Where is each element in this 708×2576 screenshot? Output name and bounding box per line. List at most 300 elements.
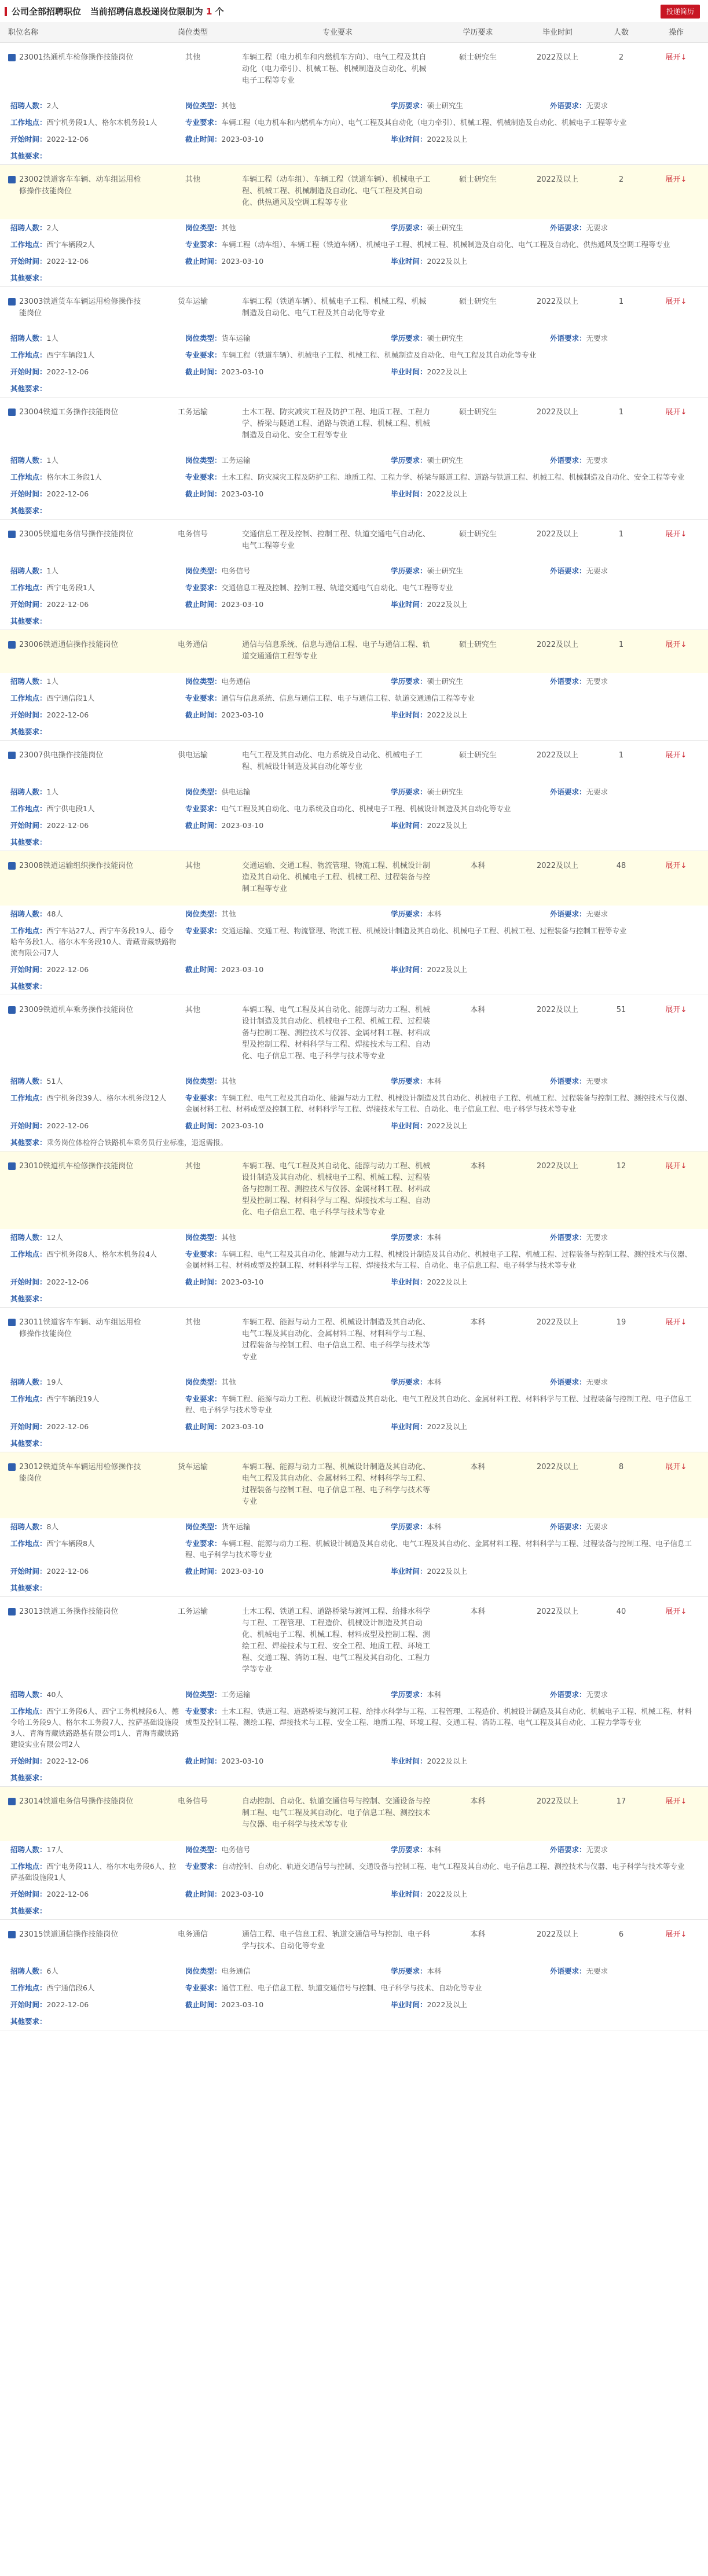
expand-link[interactable]: 展开↓ [665, 1006, 687, 1014]
start-label: 开始时间： [10, 711, 47, 719]
job-major: 交通信息工程及控制、控制工程、轨道交通电气自动化、电气工程等专业 [242, 530, 431, 550]
end-label: 截止时间： [185, 711, 222, 719]
start-value: 2022-12-06 [46, 1278, 89, 1286]
table-header [0, 23, 708, 43]
job-details [0, 452, 708, 519]
major-label: 专业要求： [185, 1094, 222, 1102]
job-education: 本科 [470, 1162, 486, 1171]
end-value: 2023-03-10 [221, 1890, 264, 1898]
job-details [0, 1073, 708, 1151]
start-label: 开始时间： [10, 1757, 47, 1765]
language-label: 外语要求： [550, 1233, 586, 1242]
major-label: 专业要求： [185, 926, 222, 935]
job-count: 17 [616, 1797, 626, 1806]
job-major: 通信工程、电子信息工程、轨道交通信号与控制、电子科学与技术、自动化等专业 [242, 1930, 431, 1951]
education-value: 本科 [427, 1967, 442, 1975]
language-value: 无要求 [586, 910, 608, 918]
end-value: 2023-03-10 [221, 367, 264, 376]
start-value: 2022-12-06 [46, 1567, 89, 1576]
job-education: 本科 [470, 1006, 486, 1014]
job-type: 货车运输 [177, 297, 208, 306]
page-title [12, 6, 224, 17]
language-label: 外语要求： [550, 456, 586, 465]
job-checkbox[interactable] [8, 1931, 16, 1938]
work-place-value: 西宁车辆段19人 [46, 1394, 100, 1403]
grad-value: 2022及以上 [427, 135, 467, 143]
col-header-graduation: 毕业时间 [542, 28, 573, 37]
end-value: 2023-03-10 [221, 1278, 264, 1286]
education-value: 本科 [427, 1845, 442, 1854]
expand-link[interactable]: 展开↓ [665, 862, 687, 870]
work-place-value: 西宁通信段1人 [46, 694, 95, 702]
other-label: 其他要求： [10, 838, 47, 847]
job-education: 本科 [470, 1607, 486, 1616]
job-count: 1 [618, 641, 624, 649]
job-education: 本科 [470, 1797, 486, 1806]
work-place-value: 西宁车辆段1人 [46, 351, 95, 359]
job-name: 23008铁道运输组织操作技能岗位 [19, 862, 134, 870]
job-summary [0, 995, 708, 1073]
post-type-label: 岗位类型： [185, 456, 222, 465]
post-type-label: 岗位类型： [185, 223, 222, 232]
grad-value: 2022及以上 [427, 711, 467, 719]
job-graduation: 2022及以上 [536, 1930, 579, 1939]
major-value: 车辆工程（铁道车辆）、机械电子工程、机械工程、机械制造及自动化、电气工程及其自动化等专业 [221, 351, 537, 359]
education-value: 硕士研究生 [427, 334, 464, 343]
post-type-label: 岗位类型： [185, 910, 222, 918]
end-label: 截止时间： [185, 135, 222, 143]
job-row [0, 1597, 708, 1787]
expand-link[interactable]: 展开↓ [665, 1930, 687, 1939]
post-type-value: 其他 [221, 910, 236, 918]
title-suffix: 个 [215, 6, 224, 17]
major-value: 车辆工程、能源与动力工程、机械设计制造及其自动化、电气工程及其自动化、金属材料工程、材料科学与工程、过程装备与控制工程、电子信息工程、电子科学与技术等专业 [185, 1539, 692, 1559]
job-count: 2 [618, 53, 624, 62]
job-summary [0, 1308, 708, 1374]
end-value: 2023-03-10 [221, 711, 264, 719]
page-header [0, 0, 708, 23]
post-type-value: 其他 [221, 1233, 236, 1242]
expand-link[interactable]: 展开↓ [665, 53, 687, 62]
job-row [0, 741, 708, 851]
job-type: 工务运输 [177, 408, 208, 417]
job-details [0, 562, 708, 630]
major-value: 通信工程、电子信息工程、轨道交通信号与控制、电子科学与技术、自动化等专业 [221, 1983, 482, 1992]
job-graduation: 2022及以上 [536, 1797, 579, 1806]
job-checkbox[interactable] [8, 409, 16, 416]
work-place-label: 工作地点： [10, 351, 47, 359]
recruit-value: 40人 [46, 1690, 63, 1699]
col-header-education: 学历要求 [463, 28, 493, 37]
col-header-type: 岗位类型 [177, 28, 208, 37]
recruit-label: 招聘人数： [10, 334, 47, 343]
end-label: 截止时间： [185, 1422, 222, 1431]
job-checkbox[interactable] [8, 862, 16, 870]
job-details [0, 906, 708, 995]
title-mid: 当前招聘信息投递岗位限制为 [90, 6, 203, 17]
language-label: 外语要求： [550, 787, 586, 796]
job-checkbox[interactable] [8, 1798, 16, 1805]
major-label: 专业要求： [185, 1250, 222, 1258]
expand-link[interactable]: 展开↓ [665, 1607, 687, 1616]
job-type: 工务运输 [177, 1607, 208, 1616]
job-type: 其他 [185, 862, 200, 870]
grad-label: 毕业时间： [391, 2000, 427, 2009]
recruit-label: 招聘人数： [10, 1233, 47, 1242]
start-label: 开始时间： [10, 600, 47, 609]
start-label: 开始时间： [10, 1278, 47, 1286]
expand-link[interactable]: 展开↓ [665, 1162, 687, 1171]
start-value: 2022-12-06 [46, 1890, 89, 1898]
post-type-value: 电务信号 [221, 566, 251, 575]
education-label: 学历要求： [391, 101, 427, 110]
job-graduation: 2022及以上 [536, 530, 579, 539]
major-value: 交通信息工程及控制、控制工程、轨道交通电气自动化、电气工程等专业 [221, 583, 453, 592]
education-label: 学历要求： [391, 456, 427, 465]
job-graduation: 2022及以上 [536, 408, 579, 417]
education-value: 本科 [427, 1522, 442, 1531]
education-value: 本科 [427, 910, 442, 918]
work-place-value: 西宁机务段1人、格尔木机务段1人 [46, 118, 157, 127]
language-label: 外语要求： [550, 910, 586, 918]
grad-label: 毕业时间： [391, 821, 427, 830]
language-value: 无要求 [586, 1845, 608, 1854]
end-value: 2023-03-10 [221, 1757, 264, 1765]
recruit-label: 招聘人数： [10, 1690, 47, 1699]
post-type-label: 岗位类型： [185, 1077, 222, 1085]
job-row [0, 1920, 708, 2030]
job-checkbox[interactable] [8, 752, 16, 759]
job-name: 23009铁道机车乘务操作技能岗位 [19, 1006, 134, 1014]
start-label: 开始时间： [10, 965, 47, 974]
recruit-value: 1人 [46, 456, 58, 465]
end-label: 截止时间： [185, 965, 222, 974]
language-value: 无要求 [586, 787, 608, 796]
submit-resume-button[interactable]: 投递简历 [661, 5, 700, 19]
grad-label: 毕业时间： [391, 490, 427, 498]
job-count: 8 [618, 1463, 624, 1471]
start-value: 2022-12-06 [46, 821, 89, 830]
job-major: 车辆工程、能源与动力工程、机械设计制造及其自动化、电气工程及其自动化、金属材料工程、材料科学与工程、过程装备与控制工程、电子信息工程、电子科学与技术等专业 [242, 1463, 431, 1506]
education-label: 学历要求： [391, 1845, 427, 1854]
job-education: 本科 [470, 1463, 486, 1471]
major-value: 车辆工程（电力机车和内燃机车方向）、电气工程及其自动化（电力牵引）、机械工程、机械制造及自动化、机械电子工程等专业 [221, 118, 627, 127]
job-row [0, 398, 708, 520]
job-row [0, 520, 708, 630]
language-label: 外语要求： [550, 1845, 586, 1854]
grad-value: 2022及以上 [427, 2000, 467, 2009]
major-label: 专业要求： [185, 694, 222, 702]
recruit-value: 2人 [46, 101, 58, 110]
start-label: 开始时间： [10, 1121, 47, 1130]
job-education: 硕士研究生 [458, 297, 497, 306]
start-label: 开始时间： [10, 1567, 47, 1576]
post-type-value: 电务信号 [221, 1845, 251, 1854]
job-major: 土木工程、铁道工程、道路桥梁与渡河工程、给排水科学与工程、工程管理、工程造价、机械设计制造及其自动化、机械电子工程、机械工程、材料成型及控制工程、测绘工程、焊接技术与工程、安全工程、地质工程、环境工程、交通工程、消防工程、电气工程及其自动化、工程力学等专业 [242, 1607, 431, 1674]
education-value: 硕士研究生 [427, 566, 464, 575]
work-place-label: 工作地点： [10, 1707, 47, 1716]
job-checkbox[interactable] [8, 1319, 16, 1326]
start-value: 2022-12-06 [46, 490, 89, 498]
education-value: 本科 [427, 1233, 442, 1242]
work-place-value: 西宁供电段1人 [46, 804, 95, 813]
major-label: 专业要求： [185, 804, 222, 813]
job-checkbox[interactable] [8, 54, 16, 61]
education-label: 学历要求： [391, 1378, 427, 1386]
post-type-label: 岗位类型： [185, 1378, 222, 1386]
language-label: 外语要求： [550, 223, 586, 232]
job-graduation: 2022及以上 [536, 641, 579, 649]
job-type: 其他 [185, 1162, 200, 1171]
job-checkbox[interactable] [8, 1608, 16, 1615]
job-graduation: 2022及以上 [536, 862, 579, 870]
language-label: 外语要求： [550, 677, 586, 686]
grad-value: 2022及以上 [427, 1422, 467, 1431]
recruit-label: 招聘人数： [10, 1378, 47, 1386]
job-checkbox[interactable] [8, 531, 16, 538]
grad-value: 2022及以上 [427, 257, 467, 266]
job-education: 本科 [470, 1318, 486, 1327]
end-label: 截止时间： [185, 367, 222, 376]
job-major: 自动控制、自动化、轨道交通信号与控制、交通设备与控制工程、电气工程及其自动化、电子信息工程、测控技术与仪器、电子科学与技术等专业 [242, 1797, 431, 1829]
post-type-label: 岗位类型： [185, 334, 222, 343]
major-label: 专业要求： [185, 473, 222, 481]
grad-label: 毕业时间： [391, 600, 427, 609]
work-place-value: 格尔木工务段1人 [46, 473, 102, 481]
end-value: 2023-03-10 [221, 1567, 264, 1576]
job-major: 通信与信息系统、信息与通信工程、电子与通信工程、轨道交通通信工程等专业 [242, 641, 431, 661]
end-label: 截止时间： [185, 1567, 222, 1576]
education-label: 学历要求： [391, 910, 427, 918]
job-type: 电务通信 [177, 1930, 208, 1939]
job-major: 车辆工程（动车组）、车辆工程（铁道车辆）、机械电子工程、机械工程、机械制造及自动化、电气工程及其自动化、供热通风及空调工程等专业 [242, 175, 431, 207]
job-graduation: 2022及以上 [536, 53, 579, 62]
start-value: 2022-12-06 [46, 257, 89, 266]
post-type-label: 岗位类型： [185, 1967, 222, 1975]
job-list [0, 43, 708, 2030]
post-type-value: 工务运输 [221, 1690, 251, 1699]
grad-label: 毕业时间： [391, 1890, 427, 1898]
expand-link[interactable]: 展开↓ [665, 297, 687, 306]
major-value: 电气工程及其自动化、电力系统及自动化、机械电子工程、机械设计制造及其自动化等专业 [221, 804, 511, 813]
recruit-value: 48人 [46, 910, 63, 918]
job-details [0, 1963, 708, 2030]
other-label: 其他要求： [10, 274, 47, 282]
recruit-label: 招聘人数： [10, 1077, 47, 1085]
language-value: 无要求 [586, 1233, 608, 1242]
language-value: 无要求 [586, 1690, 608, 1699]
work-place-value: 西宁车站27人、西宁车务段19人、德令哈车务段1人、格尔木车务段10人、青藏青藏铁路物流有限公司7人 [10, 926, 177, 957]
job-count: 1 [618, 751, 624, 760]
job-name: 23006铁道通信操作技能岗位 [19, 641, 119, 649]
start-value: 2022-12-06 [46, 367, 89, 376]
other-label: 其他要求： [10, 1773, 47, 1782]
job-checkbox[interactable] [8, 1162, 16, 1170]
start-label: 开始时间： [10, 135, 47, 143]
end-value: 2023-03-10 [221, 257, 264, 266]
major-value: 车辆工程、能源与动力工程、机械设计制造及其自动化、电气工程及其自动化、金属材料工程、材料科学与工程、过程装备与控制工程、电子信息工程、电子科学与技术等专业 [185, 1394, 692, 1414]
start-value: 2022-12-06 [46, 711, 89, 719]
job-name: 23012铁道货车车辆运用检修操作技能岗位 [19, 1463, 141, 1483]
expand-link[interactable]: 展开↓ [665, 641, 687, 649]
job-checkbox[interactable] [8, 641, 16, 649]
end-value: 2023-03-10 [221, 965, 264, 974]
grad-value: 2022及以上 [427, 1567, 467, 1576]
major-value: 车辆工程（动车组）、车辆工程（铁道车辆）、机械电子工程、机械工程、机械制造及自动化、电气工程及自动化、供热通风及空调工程等专业 [221, 240, 670, 249]
education-label: 学历要求： [391, 566, 427, 575]
job-row [0, 287, 708, 398]
other-label: 其他要求： [10, 1907, 47, 1915]
recruit-label: 招聘人数： [10, 910, 47, 918]
job-name: 23004铁道工务操作技能岗位 [19, 408, 119, 417]
job-details [0, 673, 708, 740]
job-checkbox[interactable] [8, 298, 16, 306]
work-place-label: 工作地点： [10, 1983, 47, 1992]
job-summary [0, 1787, 708, 1841]
job-name: 23005铁道电务信号操作技能岗位 [19, 530, 134, 539]
expand-link[interactable]: 展开↓ [665, 1463, 687, 1471]
major-value: 车辆工程、电气工程及其自动化、能源与动力工程、机械设计制造及其自动化、机械电子工程、机械工程、过程装备与控制工程、测控技术与仪器、金属材料工程、材料成型及控制工程、材料科学与工程、焊接技术与工程、自动化、电子信息工程、电子科学与技术等专业 [185, 1250, 692, 1269]
grad-value: 2022及以上 [427, 1890, 467, 1898]
start-value: 2022-12-06 [46, 1757, 89, 1765]
grad-label: 毕业时间： [391, 965, 427, 974]
job-row [0, 1151, 708, 1308]
start-value: 2022-12-06 [46, 135, 89, 143]
job-checkbox[interactable] [8, 1006, 16, 1014]
education-value: 本科 [427, 1077, 442, 1085]
job-graduation: 2022及以上 [536, 751, 579, 760]
post-type-value: 货车运输 [221, 334, 251, 343]
language-value: 无要求 [586, 1378, 608, 1386]
job-count: 51 [616, 1006, 626, 1014]
job-graduation: 2022及以上 [536, 1607, 579, 1616]
other-label: 其他要求： [10, 727, 47, 736]
recruit-label: 招聘人数： [10, 677, 47, 686]
job-row [0, 43, 708, 165]
job-type: 电务信号 [177, 530, 208, 539]
start-value: 2022-12-06 [46, 1121, 89, 1130]
job-row [0, 1308, 708, 1452]
post-type-value: 工务运输 [221, 456, 251, 465]
work-place-value: 西宁车辆段2人 [46, 240, 95, 249]
job-count: 19 [616, 1318, 626, 1327]
major-label: 专业要求： [185, 351, 222, 359]
job-checkbox[interactable] [8, 176, 16, 183]
job-count: 40 [616, 1607, 626, 1616]
job-name: 23015铁道通信操作技能岗位 [19, 1930, 119, 1939]
recruit-label: 招聘人数： [10, 787, 47, 796]
job-summary [0, 741, 708, 783]
job-major: 车辆工程、电气工程及其自动化、能源与动力工程、机械设计制造及其自动化、机械电子工程、机械工程、过程装备与控制工程、测控技术与仪器、金属材料工程、材料成型及控制工程、材料科学与工程、焊接技术与工程、自动化、电子信息工程、电子科学与技术等专业 [242, 1006, 431, 1061]
major-label: 专业要求： [185, 1394, 222, 1403]
grad-value: 2022及以上 [427, 1278, 467, 1286]
language-value: 无要求 [586, 677, 608, 686]
end-label: 截止时间： [185, 1757, 222, 1765]
education-label: 学历要求： [391, 787, 427, 796]
expand-link[interactable]: 展开↓ [665, 751, 687, 760]
other-label: 其他要求： [10, 1584, 47, 1592]
language-value: 无要求 [586, 1967, 608, 1975]
work-place-label: 工作地点： [10, 1394, 47, 1403]
language-label: 外语要求： [550, 1967, 586, 1975]
grad-label: 毕业时间： [391, 1567, 427, 1576]
expand-link[interactable]: 展开↓ [665, 1797, 687, 1806]
work-place-value: 西宁机务段39人、格尔木机务段12人 [46, 1094, 167, 1102]
education-label: 学历要求： [391, 1967, 427, 1975]
job-row [0, 995, 708, 1151]
language-label: 外语要求： [550, 566, 586, 575]
grad-value: 2022及以上 [427, 965, 467, 974]
education-label: 学历要求： [391, 1233, 427, 1242]
work-place-label: 工作地点： [10, 1862, 47, 1871]
recruit-value: 17人 [46, 1845, 63, 1854]
end-value: 2023-03-10 [221, 490, 264, 498]
expand-link[interactable]: 展开↓ [665, 408, 687, 417]
major-label: 专业要求： [185, 240, 222, 249]
major-label: 专业要求： [185, 1983, 222, 1992]
col-header-action: 操作 [668, 28, 684, 37]
start-value: 2022-12-06 [46, 1422, 89, 1431]
education-label: 学历要求： [391, 1522, 427, 1531]
job-checkbox[interactable] [8, 1463, 16, 1471]
job-major: 车辆工程、电气工程及其自动化、能源与动力工程、机械设计制造及其自动化、机械电子工程、机械工程、过程装备与控制工程、测控技术与仪器、金属材料工程、材料成型及控制工程、材料科学与工程、焊接技术与工程、自动化、电子信息工程、电子科学与技术等专业 [242, 1162, 431, 1217]
job-major: 车辆工程（电力机车和内燃机车方向）、电气工程及其自动化（电力牵引）、机械工程、机械制造及自动化、机械电子工程等专业 [242, 53, 427, 85]
job-name: 23002铁道客车车辆、动车组运用检修操作技能岗位 [19, 175, 141, 196]
work-place-label: 工作地点： [10, 118, 47, 127]
col-header-count: 人数 [613, 28, 629, 37]
start-label: 开始时间： [10, 1422, 47, 1431]
expand-link[interactable]: 展开↓ [665, 1318, 687, 1327]
education-value: 本科 [427, 1690, 442, 1699]
end-label: 截止时间： [185, 821, 222, 830]
job-education: 硕士研究生 [458, 408, 497, 417]
job-details [0, 1374, 708, 1452]
job-education: 硕士研究生 [458, 641, 497, 649]
job-name: 23013铁道工务操作技能岗位 [19, 1607, 119, 1616]
post-type-value: 其他 [221, 1378, 236, 1386]
expand-link[interactable]: 展开↓ [665, 530, 687, 539]
education-label: 学历要求： [391, 1077, 427, 1085]
work-place-label: 工作地点： [10, 1539, 47, 1548]
language-label: 外语要求： [550, 1378, 586, 1386]
recruit-value: 12人 [46, 1233, 63, 1242]
job-summary [0, 851, 708, 906]
recruit-value: 1人 [46, 566, 58, 575]
job-summary [0, 287, 708, 330]
start-label: 开始时间： [10, 367, 47, 376]
start-value: 2022-12-06 [46, 965, 89, 974]
job-summary [0, 630, 708, 673]
job-details [0, 783, 708, 851]
job-type: 其他 [185, 1318, 200, 1327]
job-name: 23003铁道货车车辆运用检修操作技能岗位 [19, 297, 141, 318]
other-label: 其他要求： [10, 1294, 47, 1303]
language-label: 外语要求： [550, 101, 586, 110]
end-label: 截止时间： [185, 1121, 222, 1130]
language-value: 无要求 [586, 1522, 608, 1531]
expand-link[interactable]: 展开↓ [665, 175, 687, 184]
recruit-value: 6人 [46, 1967, 58, 1975]
job-summary [0, 1452, 708, 1518]
education-label: 学历要求： [391, 334, 427, 343]
recruit-value: 2人 [46, 223, 58, 232]
grad-value: 2022及以上 [427, 600, 467, 609]
job-type: 供电运输 [177, 751, 208, 760]
grad-value: 2022及以上 [427, 490, 467, 498]
title-prefix: 公司全部招聘职位 [12, 6, 82, 17]
language-value: 无要求 [586, 566, 608, 575]
recruit-label: 招聘人数： [10, 1845, 47, 1854]
